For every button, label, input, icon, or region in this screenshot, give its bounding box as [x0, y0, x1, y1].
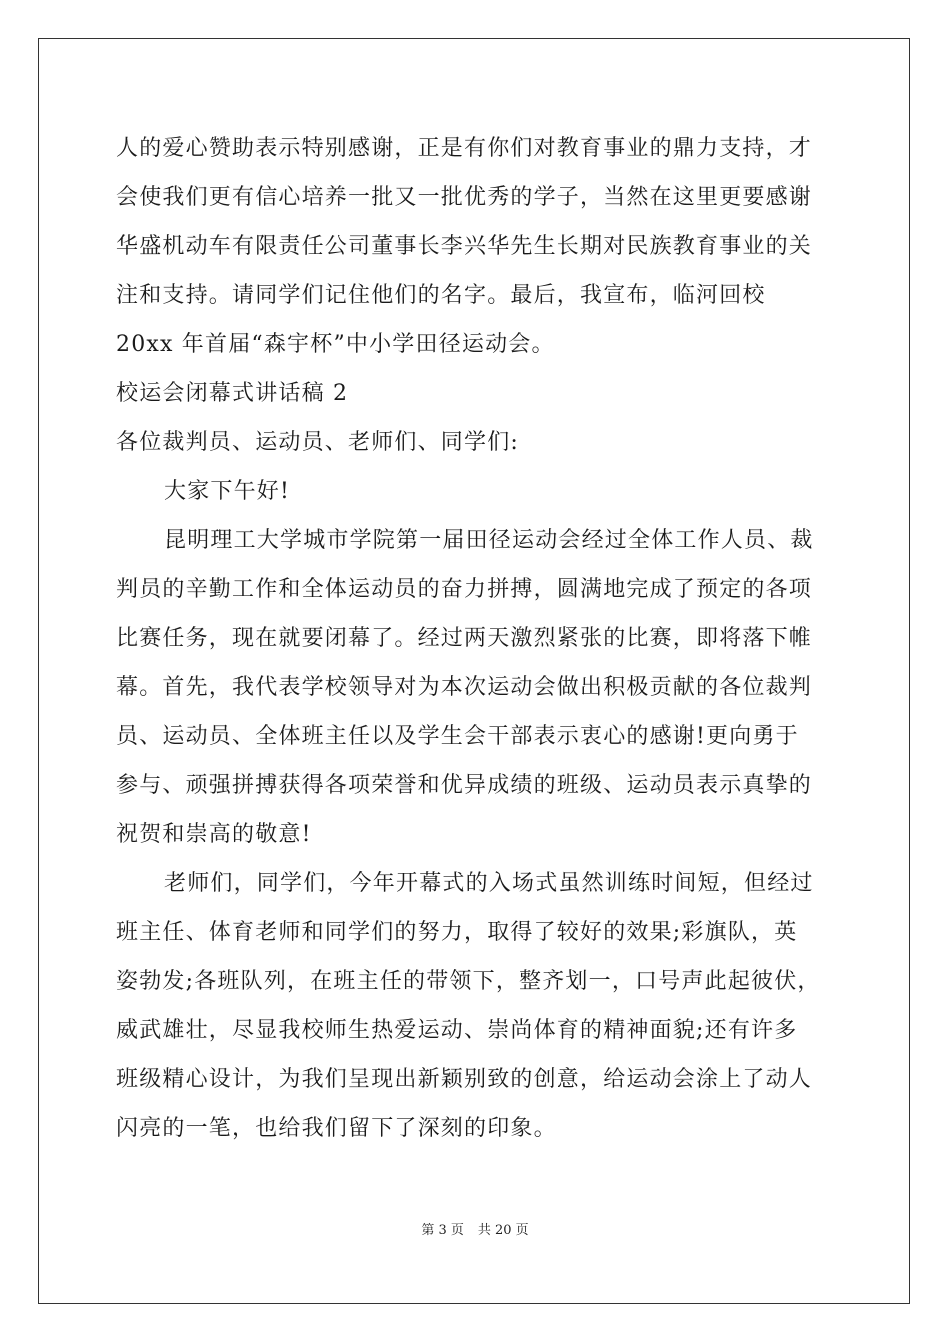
text-line: 20xx 年首届“森宇杯”中小学田径运动会。 — [116, 332, 555, 357]
text-line: 大家下午好! — [164, 479, 291, 504]
current-page-number: 第 3 页 — [421, 1223, 464, 1238]
text-line: 威武雄壮，尽显我校师生热爱运动、崇尚体育的精神面貌;还有许多 — [116, 1018, 798, 1043]
text-line: 姿勃发;各班队列，在班主任的带领下，整齐划一，口号声此起彼伏， — [116, 969, 821, 994]
text-line: 昆明理工大学城市学院第一届田径运动会经过全体工作人员、裁 — [164, 528, 814, 553]
text-line: 华盛机动车有限责任公司董事长李兴华先生长期对民族教育事业的关 — [116, 234, 813, 259]
text-line: 注和支持。请同学们记住他们的名字。最后，我宣布，临河回校 — [116, 283, 766, 308]
text-line: 比赛任务，现在就要闭幕了。经过两天激烈紧张的比赛，即将落下帷 — [116, 626, 813, 651]
text-line: 参与、顽强拼搏获得各项荣誉和优异成绩的班级、运动员表示真挚的 — [116, 773, 813, 798]
total-pages: 共 20 页 — [477, 1223, 529, 1238]
text-line: 校运会闭幕式讲话稿 2 — [116, 381, 349, 406]
text-line: 会使我们更有信心培养一批又一批优秀的学子，当然在这里更要感谢 — [116, 185, 813, 210]
text-line: 人的爱心赞助表示特别感谢，正是有你们对教育事业的鼎力支持，才 — [116, 136, 813, 161]
text-line: 老师们，同学们，今年开幕式的入场式虽然训练时间短，但经过 — [164, 871, 814, 896]
text-line: 判员的辛勤工作和全体运动员的奋力拼搏，圆满地完成了预定的各项 — [116, 577, 813, 602]
text-line: 班级精心设计，为我们呈现出新颖别致的创意，给运动会涂上了动人 — [116, 1067, 813, 1092]
text-line: 祝贺和崇高的敬意! — [116, 822, 312, 847]
text-line: 各位裁判员、运动员、老师们、同学们: — [116, 430, 520, 455]
text-line: 幕。首先，我代表学校领导对为本次运动会做出积极贡献的各位裁判 — [116, 675, 813, 700]
text-line: 员、运动员、全体班主任以及学生会干部表示衷心的感谢!更向勇于 — [116, 724, 799, 749]
text-line: 闪亮的一笔，也给我们留下了深刻的印象。 — [116, 1116, 557, 1141]
document-body — [116, 124, 836, 1153]
text-line: 班主任、体育老师和同学们的努力，取得了较好的效果;彩旗队，英 — [116, 920, 798, 945]
page-footer — [0, 1222, 950, 1240]
